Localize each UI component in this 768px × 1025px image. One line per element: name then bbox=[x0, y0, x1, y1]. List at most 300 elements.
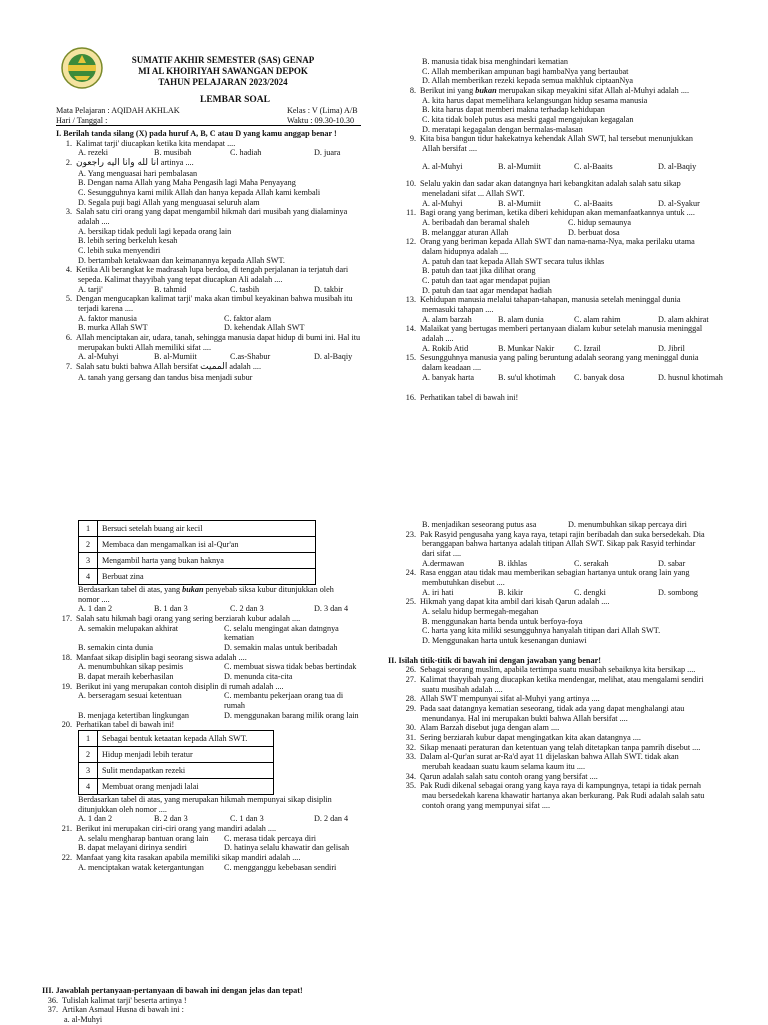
text: dalam keadaan .... bbox=[422, 363, 482, 373]
text: A. al-Muhyi bbox=[422, 198, 463, 208]
question-32 bbox=[400, 743, 745, 753]
text: C. membuat siswa tidak bebas bertindak bbox=[224, 662, 357, 672]
text: adalah .... bbox=[78, 216, 110, 226]
text: B. al-Mumiit bbox=[154, 352, 197, 362]
text: 7. bbox=[65, 362, 72, 372]
text: B. 2 dan 3 bbox=[154, 814, 188, 824]
question-29 bbox=[400, 704, 745, 714]
text: Manfaat yang kita rasakan apabila memiliki sikap mandiri adalah .... bbox=[76, 853, 301, 863]
answer-options bbox=[78, 352, 374, 362]
text: D. semakin malas untuk beribadah bbox=[224, 643, 338, 653]
text: Artikan Asmaul Husna di bawah ini : bbox=[62, 1005, 184, 1015]
text: dalam hidupnya adalah .... bbox=[422, 247, 509, 257]
text: Hikmah yang dapat kita ambil dari kisah Qarun adalah .... bbox=[420, 597, 610, 607]
text: D. Segala puji bagi Allah yang menguasai seluruh alam bbox=[78, 197, 260, 207]
text: D. husnul khotimah bbox=[658, 372, 723, 382]
text: A. patuh dan taat kepada Allah SWT secara tulus ikhlas bbox=[422, 256, 605, 266]
text: Salah satu hikmah bagi orang yang sering berziarah kubur adalah .... bbox=[76, 614, 301, 624]
text: 3. bbox=[65, 207, 72, 217]
text: Bagi orang yang beriman, ketika diberi kehidupan akan memanfaatkannya untuk .... bbox=[420, 208, 695, 218]
question-5 bbox=[56, 294, 374, 304]
question-19 bbox=[56, 682, 386, 692]
text: D. meratapi kegagalan dengan bermalas-malasan bbox=[422, 124, 583, 134]
text: A. selalu mengharap bantuan orang lain bbox=[78, 833, 209, 843]
text: dari sifat .... bbox=[422, 549, 462, 559]
answer-options bbox=[78, 285, 374, 295]
text: المميت bbox=[200, 362, 228, 373]
section-3 bbox=[42, 986, 372, 1025]
answer-options bbox=[422, 218, 745, 237]
text: artinya .... bbox=[160, 158, 194, 168]
text: Perhatikan tabel di bawah ini! bbox=[420, 392, 519, 402]
text: A. 1 dan 2 bbox=[78, 814, 113, 824]
text: 35. bbox=[405, 781, 416, 791]
text: D. patuh dan taat agar mendapat hadiah bbox=[422, 285, 552, 295]
text: Dalam al-Qur'an surat ar-Ra'd ayat 11 dijelaskan bahwa Allah SWT. tidak akan bbox=[420, 752, 679, 762]
text: D. Allah memberikan rezeki kepada semua makhluk ciptaanNya bbox=[422, 76, 633, 86]
question-28 bbox=[400, 694, 745, 704]
text: C. hadiah bbox=[230, 148, 262, 158]
text: 14. bbox=[405, 324, 416, 334]
text: A. menciptakan watak ketergantungan bbox=[78, 862, 204, 872]
text: 11. bbox=[406, 208, 416, 218]
text: C. al-Baaits bbox=[574, 161, 613, 171]
text: A. selalu hidup bermegah-megahan bbox=[422, 607, 539, 617]
header-line-2: MI AL KHOIRIYAH SAWANGAN DEPOK bbox=[138, 65, 308, 76]
question-12 bbox=[400, 237, 745, 247]
text: 12. bbox=[405, 237, 416, 247]
text: C. membantu pekerjaan orang tua di rumah bbox=[224, 691, 344, 711]
text: Ketika Ali berangkat ke madrasah lupa berdoa, di tengah perjalanan ia terjatuh dari bbox=[76, 265, 349, 275]
text: D. kehendak Allah SWT bbox=[224, 323, 305, 333]
text: menundanya. Hal ini merupakan bukti bahwa Allah bersifat .... bbox=[422, 713, 628, 723]
text: D. berbuat dosa bbox=[568, 227, 620, 237]
text: 9. bbox=[409, 134, 416, 144]
answer-options bbox=[422, 373, 745, 383]
text: B. kikir bbox=[498, 587, 524, 597]
text: 4. bbox=[65, 265, 72, 275]
question-16 bbox=[400, 393, 745, 403]
answer-options bbox=[422, 344, 745, 354]
text: 3 bbox=[79, 763, 98, 779]
table-row bbox=[79, 537, 316, 553]
text: C. 2 dan 3 bbox=[230, 604, 264, 614]
class: Kelas : V (Lima) A/B bbox=[287, 106, 358, 115]
text: Allah bersifat .... bbox=[422, 144, 478, 154]
text: 1 bbox=[79, 521, 98, 537]
table-row bbox=[79, 521, 316, 537]
text: 10. bbox=[405, 179, 416, 189]
text: A. rezeki bbox=[78, 148, 109, 158]
text: D. menumbuhkan sikap percaya diri bbox=[568, 520, 687, 529]
question-21 bbox=[56, 824, 386, 834]
text: 33. bbox=[405, 752, 416, 762]
text: D. al-Syakur bbox=[658, 198, 700, 208]
text: 17. bbox=[61, 614, 72, 624]
question-31 bbox=[400, 733, 745, 743]
table-row bbox=[79, 779, 274, 795]
text: B. alam dunia bbox=[498, 314, 544, 324]
text: Kalimat thayyibah yang diucapkan ketika mendengar, melihat, atau mengalami sendiri bbox=[420, 675, 704, 685]
left-column-bottom bbox=[56, 520, 386, 872]
text: 1 bbox=[79, 731, 98, 747]
text: 28. bbox=[405, 694, 416, 704]
text: C. tasbih bbox=[230, 284, 260, 294]
text: D. sabar bbox=[658, 558, 686, 568]
text: B. al-Mumiit bbox=[498, 198, 541, 208]
answer-options bbox=[78, 148, 374, 158]
text: Sebagai bentuk ketaatan kepada Allah SWT. bbox=[98, 731, 274, 747]
answer-options bbox=[422, 520, 745, 530]
answer-options bbox=[78, 624, 386, 653]
text: C. banyak dosa bbox=[574, 372, 625, 382]
section-1-title: I. Berilah tanda silang (X) pada huruf A, B, C atau D yang kamu anggap benar ! bbox=[56, 129, 337, 138]
text: A. faktor manusia bbox=[78, 313, 137, 323]
text: A. semakin melupakan akhirat bbox=[78, 623, 179, 633]
text: 8. bbox=[409, 86, 416, 96]
text: D. al-Baqiy bbox=[314, 352, 353, 362]
table-row bbox=[79, 731, 274, 747]
answer-options bbox=[78, 814, 386, 824]
text: suatu musibah adalah .... bbox=[422, 684, 503, 694]
text: merupakan sikap meyakini sifat Allah al-Muhyi adalah .... bbox=[498, 86, 690, 96]
text: 30. bbox=[405, 723, 416, 733]
text: A. kita harus dapat memelihara kelangsungan hidup sesama manusia bbox=[422, 95, 648, 105]
text: Berikut ini merupakan ciri-ciri orang yang mandiri adalah .... bbox=[76, 824, 277, 834]
text: A.dermawan bbox=[422, 558, 465, 568]
table-16 bbox=[78, 520, 316, 585]
text: memasuki tahapan .... bbox=[422, 305, 494, 315]
question-9 bbox=[400, 134, 745, 144]
text: D. 3 dan 4 bbox=[314, 604, 349, 614]
text: D. Menggunakan harta untuk kesenangan duniawi bbox=[422, 636, 587, 646]
text: a. al-Muhyi bbox=[64, 1015, 103, 1025]
answer-options bbox=[422, 162, 745, 172]
time: Waktu : 09.30-10.30 bbox=[287, 116, 355, 125]
text: 27. bbox=[405, 675, 416, 685]
text: Salah satu ciri orang yang dapat mengambil hikmah dari musibah yang dialaminya bbox=[76, 207, 348, 217]
text: 25. bbox=[405, 597, 416, 607]
text: C. Allah memberikan ampunan bagi hambaNya yang bertaubat bbox=[422, 66, 629, 76]
text: contoh orang yang mempunyai sifat .... bbox=[422, 800, 551, 810]
question-7 bbox=[56, 362, 374, 373]
question-25 bbox=[400, 597, 745, 607]
answer-options bbox=[422, 315, 745, 325]
question-33 bbox=[400, 752, 745, 762]
text: C. lebih suka menyendiri bbox=[78, 246, 161, 255]
text: Berikut ini yang bbox=[420, 86, 474, 96]
answer-options bbox=[78, 314, 374, 333]
answer-options bbox=[422, 588, 745, 598]
text: C. Izrail bbox=[574, 343, 601, 353]
text: C. faktor alam bbox=[224, 313, 272, 323]
left-column-top bbox=[56, 129, 374, 382]
text: Membaca dan mengamalkan isi al-Qur'an bbox=[98, 537, 316, 553]
text: A. Yang menguasai hari pembalasan bbox=[78, 168, 198, 178]
text: C. alam rahim bbox=[574, 314, 621, 324]
text: B. ikhlas bbox=[498, 558, 528, 568]
text: Perhatikan tabel di bawah ini! bbox=[76, 720, 175, 730]
text: Rasa enggan atau tidak mau memberikan sebagian hartanya untuk orang lain yang bbox=[420, 568, 690, 578]
text: Kalimat tarji' diucapkan ketika kita mendapat .... bbox=[76, 138, 236, 148]
text: Mengambil harta yang bukan haknya bbox=[98, 553, 316, 569]
text: 5. bbox=[65, 294, 72, 304]
text: C. dengki bbox=[574, 587, 606, 597]
question-37 bbox=[42, 1005, 372, 1015]
text: B. kita harus dapat memberi makna terhadap kehidupan bbox=[422, 105, 605, 115]
question-18 bbox=[56, 653, 386, 663]
text: D. bertambah ketakwaan dan keimanannya kepada Allah SWT. bbox=[78, 255, 285, 265]
text: 2 bbox=[79, 747, 98, 763]
text: merubah keadaan suatu kaum selama kaum itu .... bbox=[422, 762, 586, 772]
exam-header bbox=[108, 55, 338, 87]
text: C. 1 dan 3 bbox=[230, 814, 264, 824]
answer-options bbox=[78, 691, 386, 720]
text: A. tarji' bbox=[78, 284, 103, 294]
text: C. merasa tidak percaya diri bbox=[224, 833, 317, 843]
text: sepeda. Kalimat thayyibah yang tepat diucapkan Ali adalah .... bbox=[78, 275, 283, 285]
question-1 bbox=[56, 139, 374, 149]
text: Sering berziarah kubur dapat mengingatkan kita akan datangnya .... bbox=[420, 733, 641, 743]
text: 37. bbox=[47, 1005, 58, 1015]
text: C.as-Shabur bbox=[230, 352, 271, 362]
text: B. 1 dan 3 bbox=[154, 604, 188, 614]
answer-options bbox=[422, 199, 745, 209]
text: B. murka Allah SWT bbox=[78, 323, 148, 333]
text: D. juara bbox=[314, 148, 341, 158]
answer-options bbox=[78, 585, 386, 595]
text: 32. bbox=[405, 742, 416, 752]
right-column-bottom bbox=[388, 520, 745, 810]
text: Alam Barzah disebut juga dengan alam .... bbox=[420, 723, 560, 733]
text: B. lebih sering berkeluh kesah bbox=[78, 236, 178, 246]
right-column-top bbox=[400, 57, 745, 402]
text: Sulit mendapatkan rezeki bbox=[98, 763, 274, 779]
text: 19. bbox=[61, 681, 72, 691]
text: Sikap menaati peraturan dan ketentuan yang telah ditetapkan tanpa pamrih disebut .... bbox=[420, 742, 701, 752]
header-line-3: TAHUN PELAJARAN 2023/2024 bbox=[158, 76, 288, 87]
school-logo bbox=[60, 46, 104, 90]
text: D. 2 dan 4 bbox=[314, 814, 349, 824]
text: Berikut ini yang merupakan contoh disiplin di rumah adalah .... bbox=[76, 681, 284, 691]
question-2 bbox=[56, 158, 374, 169]
text: 2 bbox=[79, 537, 98, 553]
text: Qarun adalah salah satu contoh orang yang bersifat .... bbox=[420, 771, 598, 781]
answer-options bbox=[78, 662, 386, 681]
question-22 bbox=[56, 853, 386, 863]
section-3-title: III. Jawablah pertanyaan-pertanyaan di bawah ini dengan jelas dan tepat! bbox=[42, 986, 303, 995]
text: Berbuat zina bbox=[98, 569, 316, 585]
text: 31. bbox=[405, 733, 416, 743]
text: A. beribadah dan beramal shaleh bbox=[422, 218, 530, 228]
text: B. Munkar Nakir bbox=[498, 343, 555, 353]
text: Selalu yakin dan sadar akan datangnya hari kebangkitan adalah salah satu sikap bbox=[420, 179, 681, 189]
section-2-title: II. Isilah titik-titik di bawah ini dengan jawaban yang benar! bbox=[388, 655, 601, 665]
text: D. alam akhirat bbox=[658, 314, 709, 324]
text: A. al-Muhyi bbox=[78, 352, 119, 362]
text: B. dapat meraih keberhasilan bbox=[78, 672, 174, 682]
text: Tulislah kalimat tarji' beserta artinya ! bbox=[62, 995, 187, 1005]
text: 24. bbox=[405, 568, 416, 578]
question-3 bbox=[56, 207, 374, 217]
question-15 bbox=[400, 353, 745, 363]
text: 18. bbox=[61, 652, 72, 662]
text: B. manusia tidak bisa menghindari kematian bbox=[422, 57, 568, 66]
question-10 bbox=[400, 179, 745, 189]
text: A. bersikap tidak peduli lagi kepada orang lain bbox=[78, 226, 232, 236]
text: Bersuci setelah buang air kecil bbox=[98, 521, 316, 537]
text: A. 1 dan 2 bbox=[78, 604, 113, 614]
question-14 bbox=[400, 324, 745, 334]
text: C. Sesungguhnya kami milik Allah dan hanya kepada Allah kami kembali bbox=[78, 187, 321, 197]
text: Hidup menjadi lebih teratur bbox=[98, 747, 274, 763]
question-35 bbox=[400, 781, 745, 791]
text: Malaikat yang bertugas memberi pertanyaan dialam kubur setelah manusia meninggal bbox=[420, 324, 703, 334]
text: Allah menciptakan air, udara, tanah, sehingga manusia dapat hidup di bumi ini. Hal itu bbox=[76, 333, 361, 343]
table-row bbox=[79, 553, 316, 569]
header-line-1: SUMATIF AKHIR SEMESTER (SAS) GENAP bbox=[131, 55, 315, 65]
date: Hari / Tanggal : bbox=[56, 116, 108, 125]
sheet-title: LEMBAR SOAL bbox=[200, 95, 270, 105]
text: B. musibah bbox=[154, 148, 192, 158]
text: adalah .... bbox=[229, 362, 262, 372]
answer-options bbox=[422, 559, 745, 569]
text: 29. bbox=[405, 704, 416, 714]
text: B. menggunakan harta benda untuk berfoya-foya bbox=[422, 616, 583, 626]
text: 16. bbox=[405, 392, 416, 402]
text: B. semakin cinta dunia bbox=[78, 643, 154, 653]
text: D. takbir bbox=[314, 284, 344, 294]
text: A. alam barzah bbox=[422, 314, 472, 324]
text: 13. bbox=[405, 295, 416, 305]
text: D. al-Baqiy bbox=[658, 161, 697, 171]
text: A. Rokib Atid bbox=[422, 343, 469, 353]
text: bukan bbox=[182, 585, 204, 594]
text: terjadi karena .... bbox=[78, 304, 134, 314]
text: D. menggunakan barang milik orang lain bbox=[224, 710, 359, 720]
text: 2. bbox=[65, 158, 72, 168]
text: A. menumbuhkan sikap pesimis bbox=[78, 662, 184, 672]
text: B. dapat melayani dirinya sendiri bbox=[78, 843, 187, 853]
text: adalah .... bbox=[422, 334, 454, 344]
text: ditunjukkan oleh nomor .... bbox=[78, 804, 167, 814]
question-36 bbox=[42, 996, 372, 1006]
text: Orang yang beriman kepada Allah SWT dan nama-nama-Nya, maka perilaku utama bbox=[420, 237, 695, 247]
text: A. banyak harta bbox=[422, 372, 475, 382]
text: Berdasarkan tabel di atas, yang bbox=[78, 585, 181, 594]
text: A. iri hati bbox=[422, 587, 454, 597]
text: Pada saat datangnya kematian seseorang, tidak ada yang dapat menghalangi atau bbox=[420, 704, 685, 714]
text: C. serakah bbox=[574, 558, 609, 568]
text: 21. bbox=[61, 824, 72, 834]
question-30 bbox=[400, 723, 745, 733]
text: 4 bbox=[79, 569, 98, 585]
text: 3 bbox=[79, 553, 98, 569]
text: A. berseragam sesuai ketentuan bbox=[78, 691, 182, 701]
text: B. menjadikan seseorang putus asa bbox=[422, 520, 537, 529]
text: D. menunda cita-cita bbox=[224, 672, 293, 682]
text: C. kita tidak boleh putus asa meski gagal mengajukan kegagalan bbox=[422, 115, 634, 125]
text: bukan bbox=[475, 86, 497, 96]
answer-options bbox=[78, 604, 386, 614]
text: meneladani sifat ... Allah SWT. bbox=[422, 189, 525, 199]
text: A. tanah yang gersang dan tandus bisa menjadi subur bbox=[78, 372, 253, 382]
text: انا لله وانا اليه راجعون bbox=[76, 158, 159, 169]
text: B. al-Mumiit bbox=[498, 161, 541, 171]
question-34 bbox=[400, 772, 745, 782]
question-23 bbox=[400, 530, 745, 540]
text: Dengan mengucapkan kalimat tarji' maka akan timbul keyakinan bahwa musibah itu bbox=[76, 294, 353, 304]
text: C. mengganggu kebebasan sendiri bbox=[224, 862, 337, 872]
text: C. al-Baaits bbox=[574, 198, 613, 208]
text: Manfaat sikap disiplin bagi seorang siswa adalah .... bbox=[76, 652, 247, 662]
text: Sebagai seorang muslim, apabila tertimpa suatu musibah sebaiknya kita bersikap .... bbox=[420, 665, 696, 675]
text: 34. bbox=[405, 771, 416, 781]
text: beranggapan bahwa hartanya adalah titipan Allah SWT. Sikap pak Rasyid terhindar bbox=[422, 539, 696, 549]
text: C. patuh dan taat agar mendapat pujian bbox=[422, 276, 550, 286]
text: Allah SWT mempunyai sifat al-Muhyi yang artinya .... bbox=[420, 694, 600, 704]
question-13 bbox=[400, 295, 745, 305]
question-17 bbox=[56, 614, 386, 624]
text: B. su'ul khotimah bbox=[498, 372, 556, 382]
question-4 bbox=[56, 265, 374, 275]
table-row bbox=[79, 763, 274, 779]
answer-options bbox=[78, 834, 386, 853]
text: B. melanggar aturan Allah bbox=[422, 227, 509, 237]
text: Pak Rasyid pengusaha yang kaya raya, tetapi rajin beribadah dan suka bersedekah. Dia bbox=[420, 529, 705, 539]
text: 1. bbox=[65, 138, 72, 148]
text: merupakan bukti Allah memiliki sifat .... bbox=[78, 342, 212, 352]
question-26 bbox=[400, 665, 745, 675]
text: C. harta yang kita miliki sesungguhnya hanyalah titipan dari Allah SWT. bbox=[422, 626, 661, 636]
text: 22. bbox=[61, 853, 72, 863]
text: B. patuh dan taat jika dilihat orang bbox=[422, 266, 536, 276]
text: D. hatinya selalu khawatir dan gelisah bbox=[224, 843, 350, 853]
text: 6. bbox=[65, 333, 72, 343]
text: Berdasarkan tabel di atas, yang merupakan hikmah mempunyai sikap disiplin bbox=[78, 795, 332, 805]
text: B. tahmid bbox=[154, 284, 187, 294]
table-20 bbox=[78, 730, 274, 795]
text: 26. bbox=[405, 665, 416, 675]
text: B. menjaga ketertiban lingkungan bbox=[78, 710, 189, 720]
question-6 bbox=[56, 333, 374, 343]
answer-options bbox=[78, 863, 386, 873]
question-27 bbox=[400, 675, 745, 685]
header-divider bbox=[56, 125, 361, 126]
question-11 bbox=[400, 208, 745, 218]
subject: Mata Pelajaran : AQIDAH AKHLAK bbox=[56, 106, 180, 115]
text: C. hidup semaunya bbox=[568, 218, 631, 228]
text: D. Jibril bbox=[658, 343, 685, 353]
text: nomor .... bbox=[78, 594, 110, 604]
text: mau bersedekah karena khawatir hartanya akan berkurang. Pak Rudi adalah salah satu bbox=[422, 791, 705, 801]
text: 4 bbox=[79, 779, 98, 795]
question-24 bbox=[400, 568, 745, 578]
text: Sesungguhnya manusia yang paling beruntung adalah seorang yang meninggal dunia bbox=[420, 353, 699, 363]
text: Kehidupan manusia melalui tahapan-tahapan, manusia setelah meninggal dunia bbox=[420, 295, 681, 305]
text: Membuat orang menjadi lalai bbox=[98, 779, 274, 795]
text: penyebab siksa kubur ditunjukkan oleh bbox=[205, 585, 334, 594]
text: B. Dengan nama Allah yang Maha Pengasih lagi Maha Penyayang bbox=[78, 178, 296, 188]
text: C. selalu mengingat akan datngnya kematian bbox=[224, 623, 339, 643]
text: Pak Rudi dikenal sebagai orang yang kaya raya di kampungnya, tetapi ia tidak pernah bbox=[420, 781, 702, 791]
text: A. al-Muhyi bbox=[422, 161, 463, 171]
question-8 bbox=[400, 86, 745, 96]
table-row bbox=[79, 569, 316, 585]
text: 15. bbox=[405, 353, 416, 363]
text: Salah satu bukti bahwa Allah bersifat bbox=[76, 362, 199, 372]
text: Kita bisa bangun tidur hakekatnya kehendak Allah SWT, hal tersebut menunjukkan bbox=[420, 134, 693, 144]
